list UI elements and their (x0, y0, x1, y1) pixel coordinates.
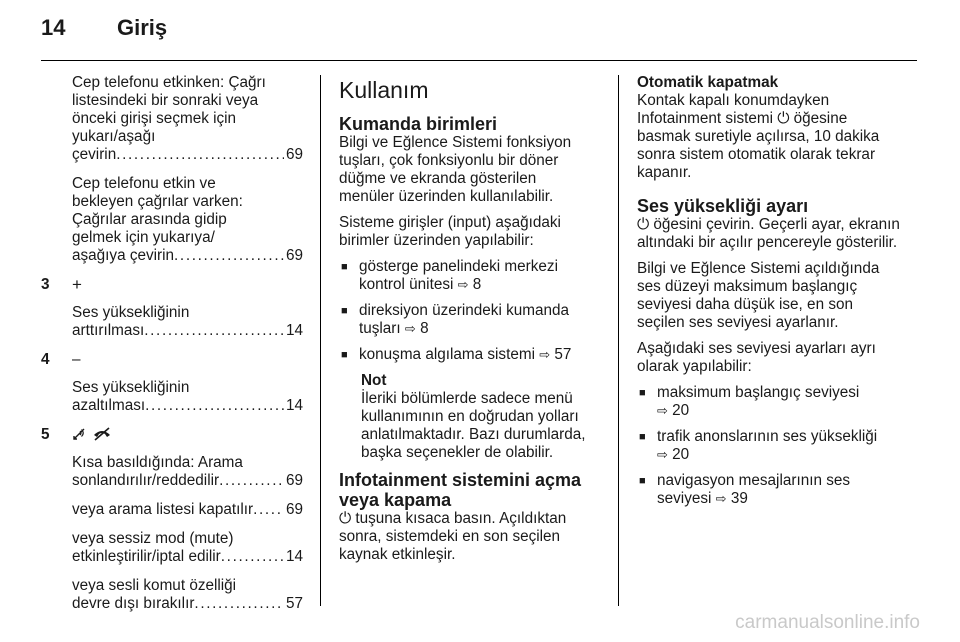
bullet-list (637, 384, 903, 508)
subsection-title: Ses yüksekliği ayarı (637, 196, 809, 216)
toc-line (72, 247, 303, 265)
toc-text: etkinleştirilir/iptal edilir (72, 548, 221, 565)
power-knob-icon: ⏻ (339, 510, 352, 527)
paragraph: Aşağıdaki ses seviyesi ayarları ayrı olarak yapılabilir: (637, 340, 876, 375)
subsection-title: Infotainment sistemini açma veya kapama (339, 470, 582, 510)
list-item (637, 384, 903, 420)
item-number: 5 (41, 426, 50, 443)
leader-dots (144, 322, 284, 340)
note-box (339, 372, 591, 462)
bullet-list (339, 258, 591, 364)
numbered-item (41, 351, 303, 415)
paragraph (637, 92, 903, 182)
page-ref[interactable]: 8 (420, 320, 429, 337)
toc-line (72, 146, 303, 164)
toc-text: veya arama listesi kapatılır (72, 501, 254, 518)
header-rule (41, 60, 917, 61)
toc-page[interactable]: 14 (285, 397, 303, 414)
toc-page[interactable]: 14 (285, 322, 303, 339)
toc-page[interactable]: 69 (285, 472, 303, 489)
bullet-text: trafik anonslarının ses yüksekliği (657, 428, 878, 445)
page-ref[interactable]: 57 (554, 346, 572, 363)
cross-reference-arrow-icon: ⇨ (404, 321, 416, 336)
item-number: 3 (41, 276, 50, 293)
paragraph: Bilgi ve Eğlence Sistemi fonksiyon tuşları, çok fonksiyonlu bir döner düğme ve ekranda gösterilen menüler üzerinden kullanılabilir. (339, 134, 572, 205)
page-number: 14 (41, 15, 66, 40)
paragraph: Bilgi ve Eğlence Sistemi açıldığında ses düzeyi maksimum başlangıç seviyesi daha düşük ise, en son seçilen ses seviyesi ayarlanır. (637, 260, 880, 331)
note-title: Not (361, 372, 387, 389)
toc-page[interactable]: 69 (285, 146, 303, 163)
minus-icon: – (72, 351, 81, 368)
entry-text: Ses yükseklіğinin (72, 304, 190, 321)
entry-text: Cep telefonu etkinken: Çağrı listesindeki bir sonraki veya önceki girişi seçmek için yukarı/aşağı (72, 74, 266, 145)
toc-text: devre dışı bırakılır (72, 595, 195, 612)
hang-up-phone-icon (92, 427, 112, 441)
page-header (0, 0, 960, 62)
cross-reference-arrow-icon: ⇨ (457, 277, 469, 292)
power-knob-icon: ⏻ (777, 110, 790, 127)
section-title: Kullanım (339, 77, 429, 103)
bullet-text: maksimum başlangıç seviyesi (657, 384, 860, 401)
paragraph-text: tuşuna kısaca basın. Açıldıktan sonra, sistemdeki en son seçilen kaynak etkinleşir. (339, 510, 567, 563)
toc-line (72, 472, 303, 490)
numbered-item (41, 276, 303, 340)
paragraph (637, 216, 903, 252)
cross-reference-arrow-icon: ⇨ (657, 447, 668, 462)
plus-icon: + (72, 275, 82, 294)
right-column (637, 74, 903, 516)
numbered-item (41, 426, 303, 613)
leader-dots (194, 595, 284, 613)
bullet-text: gösterge panelindeki merkezi kontrol ünitesi (359, 258, 558, 293)
page-ref[interactable]: 8 (472, 276, 482, 293)
leader-dots (145, 397, 284, 415)
list-item (41, 175, 303, 265)
cross-reference-arrow-icon: ⇨ (539, 347, 551, 362)
voice-control-icon (72, 427, 86, 441)
list-item (41, 74, 303, 164)
toc-line (72, 397, 303, 415)
bullet-text: navigasyon mesajlarının ses seviyesi (657, 472, 851, 507)
page-ref[interactable]: 20 (672, 402, 690, 419)
toc-text: arttırılması (72, 322, 145, 339)
leader-dots (253, 501, 284, 519)
leader-dots (219, 472, 284, 490)
list-item (339, 258, 591, 294)
toc-line (72, 501, 303, 519)
left-column (41, 74, 303, 624)
entry-text: veya sesli komut özelliği (72, 577, 237, 594)
watermark: carmanualsonline.info (735, 612, 920, 633)
leader-dots (116, 146, 284, 164)
bullet-text: direksiyon üzerindeki kumanda tuşları (359, 302, 570, 337)
toc-line (72, 595, 303, 613)
paragraph: Sisteme girişler (input) aşağıdaki birimler üzerinden yapılabilir: (339, 214, 561, 249)
list-item (637, 472, 903, 508)
toc-page[interactable]: 14 (285, 548, 303, 565)
subsection-title: Kumanda birimleri (339, 114, 498, 134)
toc-line (72, 548, 303, 566)
list-item (339, 302, 591, 338)
column-divider-left (320, 75, 321, 606)
toc-text: aşağıya çevirin (72, 247, 175, 264)
toc-text: çevirin (72, 146, 117, 163)
page-ref[interactable]: 39 (730, 490, 748, 507)
page-ref[interactable]: 20 (672, 446, 690, 463)
entry-text: veya sessiz mod (mute) (72, 530, 234, 547)
toc-page[interactable]: 69 (285, 247, 303, 264)
paragraph (339, 510, 591, 564)
paragraph-text: öğesine basmak suretiyle açılırsa, 10 dakika sonra sistem otomatik olarak tekrar kapanır. (637, 110, 880, 181)
bullet-text: konuşma algılama sistemi (359, 346, 535, 363)
paragraph-text: öğesini çevirin. Geçerli ayar, ekranın altındaki bir açılır pencereyle gösterilir. (637, 216, 900, 251)
toc-line (72, 322, 303, 340)
power-knob-icon: ⏻ (637, 216, 650, 233)
entry-text: Ses yüksekliğinin (72, 379, 190, 396)
toc-page[interactable]: 57 (285, 595, 303, 612)
list-item (339, 346, 591, 364)
page-title: Giriş (117, 15, 168, 40)
entry-text: Cep telefonu etkin ve bekleyen çağrılar varken: Çağrılar arasında gidip gelmek için yukarıya/ (72, 175, 243, 246)
cross-reference-arrow-icon: ⇨ (657, 403, 668, 418)
column-divider-right (618, 75, 619, 606)
leader-dots (174, 247, 284, 265)
cross-reference-arrow-icon: ⇨ (715, 491, 727, 506)
leader-dots (221, 548, 284, 566)
toc-page[interactable]: 69 (285, 501, 303, 518)
item-number: 4 (41, 351, 50, 368)
middle-column (339, 74, 591, 572)
toc-text: sonlandırılır/reddedilir (72, 472, 220, 489)
paragraph-text: Kontak kapalı konumdayken Infotainment sistemi (637, 92, 830, 127)
note-text: İleriki bölümlerde sadece menü kullanımının en doğrudan yolları anlatılmaktadır. Bazı durumlarda, başka seçenekler de olabilir. (361, 390, 586, 461)
entry-text: Kısa basıldığında: Arama (72, 454, 243, 471)
list-item (637, 428, 903, 464)
voice-hangup-icons (72, 426, 303, 444)
subsection-title: Otomatik kapatmak (637, 74, 779, 91)
toc-text: azaltılması (72, 397, 146, 414)
